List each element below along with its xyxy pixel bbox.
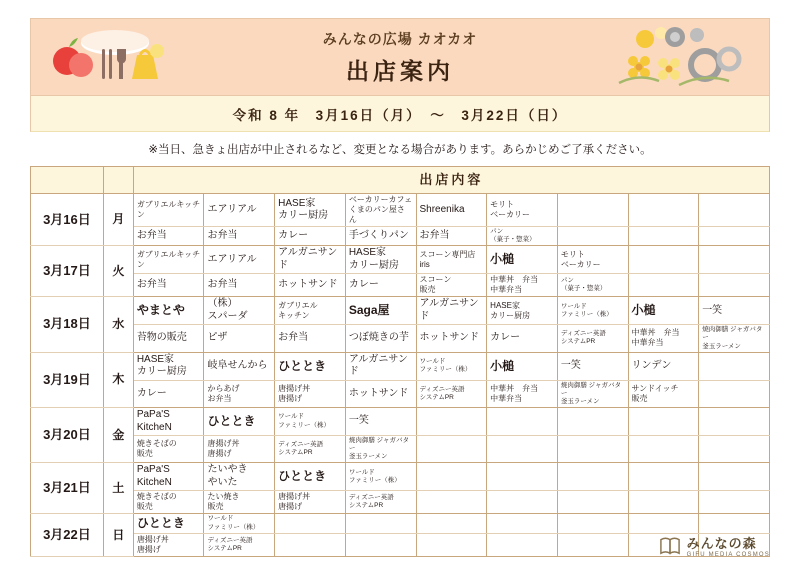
vendor-item-cell: ディズニー英語 システムPR: [204, 533, 275, 556]
vendor-item-cell: ディズニー英語 システムPR: [557, 325, 628, 352]
vendor-item-cell: カレー: [275, 227, 346, 246]
vendor-item-cell: パン （菓子・惣菜）: [557, 274, 628, 297]
table-row-detail: [31, 227, 770, 246]
empty-cell: [699, 274, 770, 297]
vendor-name-cell: 小槌: [487, 246, 558, 274]
empty-cell: [628, 436, 699, 463]
empty-cell: [275, 514, 346, 533]
header-corner-date: [31, 167, 104, 194]
vendor-name-cell: HASE家 カリー厨房: [345, 246, 416, 274]
vendor-name-cell: 一笑: [345, 408, 416, 436]
table-header-row: [31, 167, 770, 194]
empty-cell: [345, 514, 416, 533]
row-weekday: 金: [103, 408, 133, 463]
row-weekday: 火: [103, 246, 133, 297]
vendor-name-cell: たいやき やいた: [204, 463, 275, 491]
schedule-table: [30, 166, 770, 557]
empty-cell: [416, 533, 487, 556]
empty-cell: [628, 227, 699, 246]
row-date: 3月19日: [31, 352, 104, 407]
vendor-name-cell: モリト ベーカリー: [557, 246, 628, 274]
vendor-name-cell: エアリアル: [204, 246, 275, 274]
empty-cell: [345, 533, 416, 556]
vendor-item-cell: ディズニー英語 システムPR: [275, 436, 346, 463]
vendor-name-cell: ワールド ファミリー（株）: [557, 297, 628, 325]
vendor-item-cell: 焼きそばの 販売: [133, 491, 204, 514]
floral-illustration-icon: [609, 23, 759, 93]
empty-cell: [487, 463, 558, 491]
vendor-name-cell: ガブリエルキッチン: [133, 246, 204, 274]
empty-cell: [699, 227, 770, 246]
vendor-item-cell: 唐揚げ丼 唐揚げ: [133, 533, 204, 556]
banner-titles: [323, 29, 477, 86]
row-date: 3月17日: [31, 246, 104, 297]
vendor-item-cell: 唐揚げ丼 唐揚げ: [204, 436, 275, 463]
empty-cell: [557, 463, 628, 491]
row-date: 3月22日: [31, 514, 104, 556]
table-row-detail: [31, 436, 770, 463]
empty-cell: [416, 463, 487, 491]
vendor-item-cell: お弁当: [204, 227, 275, 246]
vendor-item-cell: 手づくりパン: [345, 227, 416, 246]
row-date: 3月16日: [31, 194, 104, 246]
empty-cell: [416, 491, 487, 514]
vendor-item-cell: サンドイッチ 販売: [628, 380, 699, 407]
empty-cell: [557, 533, 628, 556]
row-date: 3月18日: [31, 297, 104, 352]
vendor-item-cell: つぼ焼きの芋: [345, 325, 416, 352]
table-row: [31, 408, 770, 436]
empty-cell: [557, 436, 628, 463]
vendor-name-cell: 小槌: [628, 297, 699, 325]
empty-cell: [557, 514, 628, 533]
vendor-item-cell: 中華丼 弁当 中華弁当: [487, 380, 558, 407]
vendor-item-cell: カレー: [487, 325, 558, 352]
food-illustration-icon: [45, 25, 175, 91]
vendor-item-cell: 唐揚げ丼 唐揚げ: [275, 491, 346, 514]
row-weekday: 木: [103, 352, 133, 407]
vendor-name-cell: ワールド ファミリー（株）: [275, 408, 346, 436]
vendor-name-cell: ひととき: [204, 408, 275, 436]
vendor-item-cell: カレー: [133, 380, 204, 407]
vendor-item-cell: ホットサンド: [345, 380, 416, 407]
vendor-item-cell: お弁当: [204, 274, 275, 297]
vendor-item-cell: パン （菓子・惣菜）: [487, 227, 558, 246]
vendor-item-cell: お弁当: [416, 227, 487, 246]
row-date: 3月20日: [31, 408, 104, 463]
empty-cell: [557, 227, 628, 246]
footer-logo-main: みんなの森: [686, 536, 757, 551]
vendor-name-cell: 一笑: [699, 297, 770, 325]
vendor-item-cell: ホットサンド: [416, 325, 487, 352]
vendor-name-cell: ガブリエル キッチン: [275, 297, 346, 325]
table-row: [31, 297, 770, 325]
empty-cell: [628, 274, 699, 297]
empty-cell: [628, 194, 699, 227]
empty-cell: [628, 246, 699, 274]
empty-cell: [416, 408, 487, 436]
vendor-item-cell: からあげ お弁当: [204, 380, 275, 407]
vendor-item-cell: カレー: [345, 274, 416, 297]
table-row-detail: [31, 491, 770, 514]
vendor-name-cell: ワールド ファミリー（株）: [204, 514, 275, 533]
empty-cell: [699, 408, 770, 436]
vendor-name-cell: ひととき: [275, 463, 346, 491]
empty-cell: [487, 514, 558, 533]
open-book-icon: [659, 536, 681, 556]
page-title: 出店案内: [345, 57, 454, 84]
vendor-item-cell: ディズニー英語 システムPR: [416, 380, 487, 407]
vendor-item-cell: ピザ: [204, 325, 275, 352]
vendor-name-cell: やまとや: [133, 297, 204, 325]
vendor-name-cell: 一笑: [557, 352, 628, 380]
header-content-label: 出店内容: [133, 167, 769, 194]
vendor-item-cell: 中華丼 弁当 中華弁当: [487, 274, 558, 297]
empty-cell: [699, 352, 770, 380]
table-row: [31, 246, 770, 274]
vendor-name-cell: リンデン: [628, 352, 699, 380]
table-row-detail: [31, 325, 770, 352]
empty-cell: [699, 436, 770, 463]
vendor-name-cell: HASE家 カリー厨房: [133, 352, 204, 380]
row-weekday: 土: [103, 463, 133, 514]
empty-cell: [416, 514, 487, 533]
footer-logo: [659, 533, 770, 558]
row-weekday: 日: [103, 514, 133, 556]
table-row: [31, 514, 770, 533]
empty-cell: [699, 194, 770, 227]
vendor-name-cell: 小槌: [487, 352, 558, 380]
vendor-item-cell: 唐揚げ丼 唐揚げ: [275, 380, 346, 407]
table-row: [31, 194, 770, 227]
vendor-name-cell: スコーン専門店 iris: [416, 246, 487, 274]
empty-cell: [699, 491, 770, 514]
empty-cell: [557, 194, 628, 227]
table-row: [31, 463, 770, 491]
vendor-item-cell: お弁当: [275, 325, 346, 352]
vendor-name-cell: ワールド ファミリー（株）: [345, 463, 416, 491]
row-weekday: 月: [103, 194, 133, 246]
empty-cell: [557, 491, 628, 514]
vendor-name-cell: （株） スパーダ: [204, 297, 275, 325]
empty-cell: [699, 514, 770, 533]
header-banner: [30, 18, 770, 96]
row-weekday: 水: [103, 297, 133, 352]
vendor-name-cell: アルガニサンド: [275, 246, 346, 274]
vendor-item-cell: お弁当: [133, 274, 204, 297]
vendor-name-cell: ひととき: [275, 352, 346, 380]
vendor-name-cell: モリト ベーカリー: [487, 194, 558, 227]
schedule-table-body: [31, 194, 770, 557]
vendor-item-cell: 焼肉御膳 ジャガバター 釜玉ラーメン: [699, 325, 770, 352]
date-range-band: 令和 8 年 3月16日（月） 〜 3月22日（日）: [30, 96, 770, 132]
empty-cell: [487, 436, 558, 463]
empty-cell: [628, 514, 699, 533]
empty-cell: [416, 436, 487, 463]
vendor-item-cell: ホットサンド: [275, 274, 346, 297]
table-row-detail: [31, 380, 770, 407]
empty-cell: [487, 408, 558, 436]
vendor-name-cell: アルガニサンド: [345, 352, 416, 380]
empty-cell: [487, 533, 558, 556]
vendor-item-cell: 苔物の販売: [133, 325, 204, 352]
empty-cell: [699, 380, 770, 407]
vendor-item-cell: 焼肉御膳 ジャガバター 釜玉ラーメン: [345, 436, 416, 463]
notice-text: ※当日、急きょ出店が中止されるなど、変更となる場合があります。あらかじめご了承ください。: [148, 144, 652, 156]
vendor-name-cell: PaPa'S KitcheN: [133, 463, 204, 491]
vendor-item-cell: たい焼き 販売: [204, 491, 275, 514]
empty-cell: [557, 408, 628, 436]
vendor-name-cell: Shreenika: [416, 194, 487, 227]
empty-cell: [628, 463, 699, 491]
vendor-name-cell: 岐阜せんから: [204, 352, 275, 380]
row-date: 3月21日: [31, 463, 104, 514]
empty-cell: [275, 533, 346, 556]
vendor-name-cell: ベーカリーカフェ くまのパン屋さん: [345, 194, 416, 227]
table-row-detail: [31, 274, 770, 297]
vendor-name-cell: Saga屋: [345, 297, 416, 325]
vendor-name-cell: ガブリエルキッチン: [133, 194, 204, 227]
empty-cell: [699, 463, 770, 491]
vendor-name-cell: エアリアル: [204, 194, 275, 227]
vendor-name-cell: HASE家 カリー厨房: [275, 194, 346, 227]
vendor-item-cell: ディズニー英語 システムPR: [345, 491, 416, 514]
vendor-name-cell: アルガニサンド: [416, 297, 487, 325]
footer-logo-sub: GIFU MEDIA COSMOS: [686, 552, 770, 558]
empty-cell: [628, 408, 699, 436]
empty-cell: [487, 491, 558, 514]
empty-cell: [628, 491, 699, 514]
banner-subtitle: みんなの広場 カオカオ: [322, 30, 478, 47]
vendor-item-cell: 中華丼 弁当 中華弁当: [628, 325, 699, 352]
vendor-name-cell: ひととき: [133, 514, 204, 533]
vendor-name-cell: HASE家 カリー厨房: [487, 297, 558, 325]
header-corner-weekday: [103, 167, 133, 194]
vendor-name-cell: ワールド ファミリー（株）: [416, 352, 487, 380]
vendor-item-cell: 焼きそばの 販売: [133, 436, 204, 463]
vendor-item-cell: スコーン 販売: [416, 274, 487, 297]
vendor-name-cell: PaPa'S KitcheN: [133, 408, 204, 436]
table-row: [31, 352, 770, 380]
empty-cell: [699, 246, 770, 274]
vendor-item-cell: 焼肉御膳 ジャガバター 釜玉ラーメン: [557, 380, 628, 407]
vendor-item-cell: お弁当: [133, 227, 204, 246]
